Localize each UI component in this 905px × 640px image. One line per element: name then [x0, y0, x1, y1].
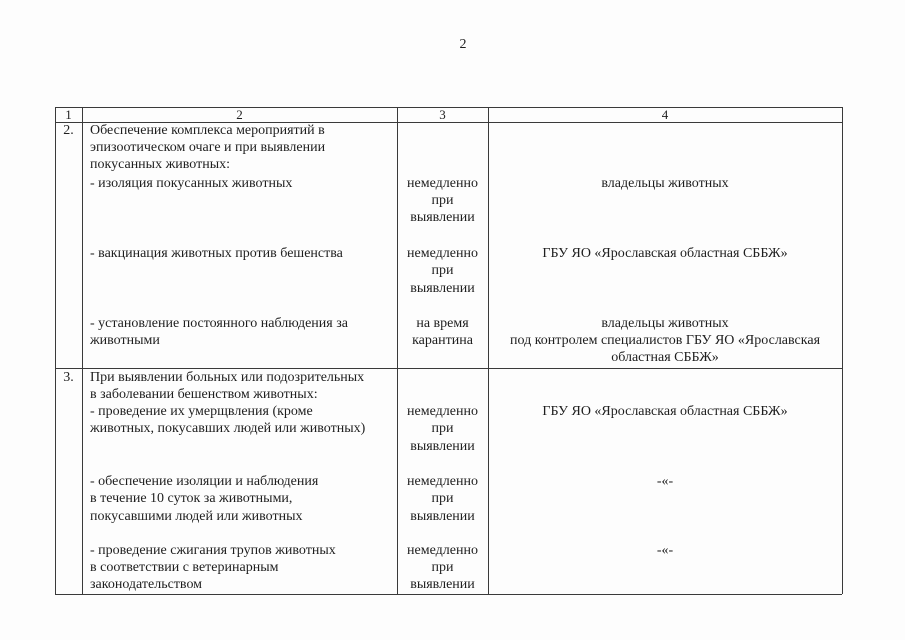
timing-line: немедленно [407, 246, 478, 261]
responsible-line: владельцы животных [601, 176, 729, 191]
row-intro-line: Обеспечение комплекса мероприятий в [90, 123, 325, 138]
timing-line: на время [416, 316, 469, 331]
measure-line: - вакцинация животных против бешенства [90, 246, 343, 261]
measure-line: - проведение сжигания трупов животных [90, 543, 336, 558]
responsible-line: областная СББЖ» [611, 350, 719, 365]
responsible-line: ГБУ ЯО «Ярославская областная СББЖ» [542, 246, 788, 261]
responsible-line: владельцы животных [601, 316, 729, 331]
measure-line: в течение 10 суток за животными, [90, 491, 293, 506]
timing-line: выявлении [410, 577, 475, 592]
timing-line: немедленно [407, 176, 478, 191]
page-number: 2 [459, 37, 467, 52]
timing-line: выявлении [410, 509, 475, 524]
column-header: 1 [65, 107, 72, 122]
row-number: 2. [63, 123, 74, 138]
measure-line: животными [90, 333, 160, 348]
timing-line: при [431, 491, 454, 506]
timing-line: при [431, 263, 454, 278]
timing-line: немедленно [407, 543, 478, 558]
responsible-line: -«- [656, 543, 674, 558]
timing-line: выявлении [410, 210, 475, 225]
timing-line: при [431, 560, 454, 575]
measure-line: - проведение их умерщвления (кроме [90, 404, 313, 419]
measure-line: законодательством [90, 577, 203, 592]
responsible-line: -«- [656, 474, 674, 489]
measure-line: - изоляция покусанных животных [90, 176, 293, 191]
row-intro-line: эпизоотическом очаге и при выявлении [90, 140, 326, 155]
timing-line: немедленно [407, 474, 478, 489]
column-header: 3 [439, 107, 446, 122]
table-border-bottom [55, 594, 842, 595]
row-intro-line: в заболевании бешенством животных: [90, 387, 318, 402]
timing-line: выявлении [410, 439, 475, 454]
timing-line: при [431, 421, 454, 436]
row-intro-line: При выявлении больных или подозрительных [90, 370, 365, 385]
row-number: 3. [63, 370, 74, 385]
measure-line: покусавшими людей или животных [90, 509, 303, 524]
timing-line: выявлении [410, 281, 475, 296]
column-header: 4 [661, 107, 669, 122]
timing-line: немедленно [407, 404, 478, 419]
measure-line: в соответствии с ветеринарным [90, 560, 279, 575]
responsible-line: под контролем специалистов ГБУ ЯО «Ярославская [509, 333, 821, 348]
timing-line: карантина [412, 333, 473, 348]
table-border-right [842, 107, 843, 594]
column-header: 2 [236, 107, 243, 122]
responsible-line: ГБУ ЯО «Ярославская областная СББЖ» [542, 404, 788, 419]
measure-line: животных, покусавших людей или животных) [90, 421, 366, 436]
measure-line: - обеспечение изоляции и наблюдения [90, 474, 319, 489]
measure-line: - установление постоянного наблюдения за [90, 316, 348, 331]
table-border-left [55, 107, 56, 594]
row-intro-line: покусанных животных: [90, 157, 230, 172]
table-column-divider [82, 107, 83, 594]
timing-line: при [431, 193, 454, 208]
